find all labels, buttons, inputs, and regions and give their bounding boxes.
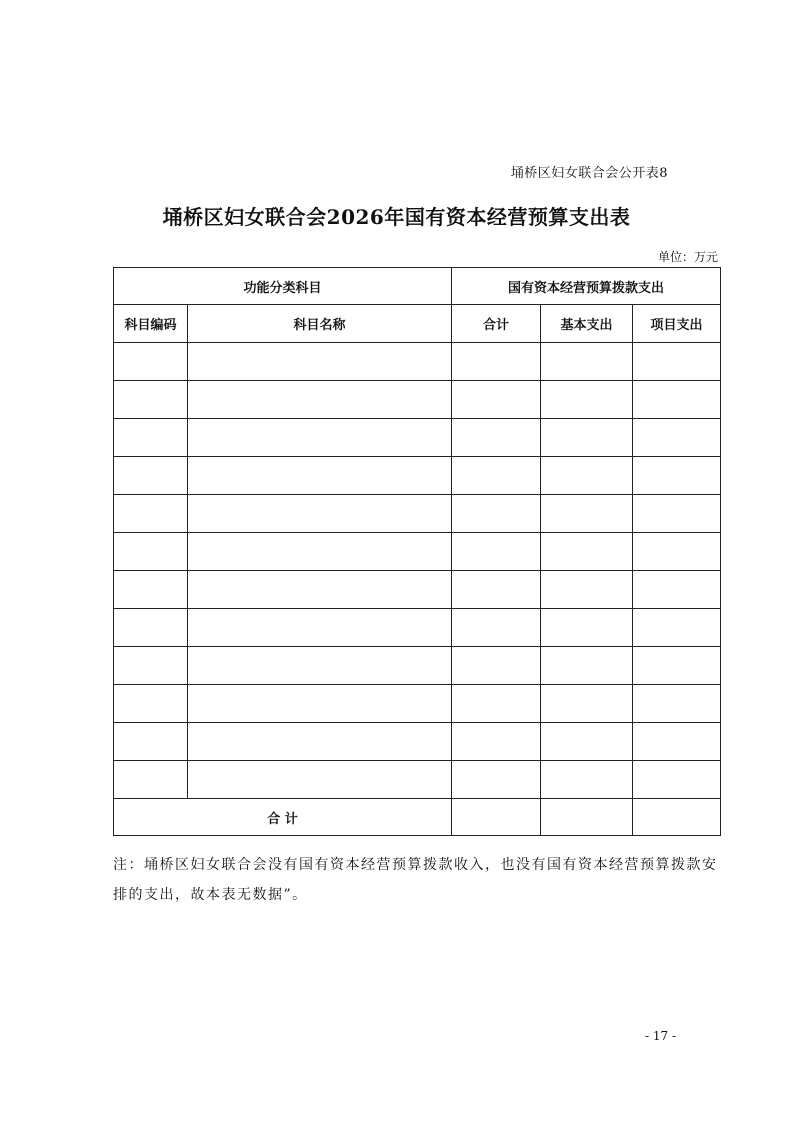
table-cell: [452, 761, 541, 799]
table-cell: [452, 343, 541, 381]
unit-label: 单位：万元: [657, 250, 718, 264]
table-cell: [541, 419, 633, 457]
group-header-functional-classification: 功能分类科目: [114, 268, 452, 305]
group-header-state-capital-expenditure: 国有资本经营预算拨款支出: [452, 268, 721, 305]
table-cell: [114, 723, 188, 761]
table-cell: [114, 571, 188, 609]
budget-table: [113, 267, 721, 836]
table-cell: [114, 495, 188, 533]
table-cell: [633, 723, 721, 761]
table-cell: [114, 381, 188, 419]
table-cell: [452, 495, 541, 533]
column-header-basic-expenditure: 基本支出: [541, 305, 633, 343]
table-cell: [633, 761, 721, 799]
column-header-total: 合计: [452, 305, 541, 343]
table-cell: [541, 571, 633, 609]
table-cell: [452, 419, 541, 457]
table-row: [114, 457, 721, 495]
table-cell: [188, 419, 452, 457]
total-label: 合 计: [114, 799, 452, 836]
table-cell: [633, 495, 721, 533]
table-cell: [452, 571, 541, 609]
table-cell: [452, 685, 541, 723]
table-cell: [452, 457, 541, 495]
table-cell: [633, 381, 721, 419]
table-cell: [452, 381, 541, 419]
column-header-project-expenditure: 项目支出: [633, 305, 721, 343]
table-cell: [452, 609, 541, 647]
table-cell: [452, 533, 541, 571]
table-cell: [188, 495, 452, 533]
table-cell: [188, 457, 452, 495]
table-row: [114, 533, 721, 571]
table-cell: [633, 343, 721, 381]
total-row: [114, 799, 721, 836]
table-row: [114, 419, 721, 457]
table-row: [114, 495, 721, 533]
table-cell: [114, 761, 188, 799]
table-cell: [188, 571, 452, 609]
table-row: [114, 609, 721, 647]
table-cell: [114, 419, 188, 457]
table-cell: [633, 457, 721, 495]
table-cell: [188, 647, 452, 685]
table-cell: [452, 647, 541, 685]
footnote: 注：埇桥区妇女联合会没有国有资本经营预算拨款收入，也没有国有资本经营预算拨款安排的支出，故本表无数据”。: [113, 857, 718, 903]
table-cell: [541, 723, 633, 761]
table-cell: [633, 533, 721, 571]
table-cell: [541, 533, 633, 571]
table-cell: [188, 533, 452, 571]
page-number: - 17 -: [644, 1029, 676, 1043]
table-cell: [188, 723, 452, 761]
table-cell: [541, 685, 633, 723]
table-cell: [114, 609, 188, 647]
table-cell: [633, 419, 721, 457]
table-cell: [114, 457, 188, 495]
column-header-name: 科目名称: [188, 305, 452, 343]
table-cell: [541, 609, 633, 647]
table-cell: [541, 495, 633, 533]
table-cell: [633, 685, 721, 723]
table-row: [114, 761, 721, 799]
table-cell: [452, 723, 541, 761]
table-cell: [114, 647, 188, 685]
table-cell: [188, 381, 452, 419]
total-cell: [452, 799, 541, 836]
table-cell: [541, 647, 633, 685]
table-row: [114, 647, 721, 685]
table-cell: [188, 761, 452, 799]
table-cell: [114, 533, 188, 571]
table-row: [114, 343, 721, 381]
total-cell: [541, 799, 633, 836]
table-body: [114, 343, 721, 799]
table-cell: [188, 685, 452, 723]
table-cell: [541, 343, 633, 381]
table-cell: [633, 647, 721, 685]
table-cell: [114, 685, 188, 723]
table-row: [114, 381, 721, 419]
total-cell: [633, 799, 721, 836]
table-row: [114, 571, 721, 609]
table-row: [114, 723, 721, 761]
table-cell: [188, 609, 452, 647]
table-cell: [541, 761, 633, 799]
table-cell: [541, 457, 633, 495]
table-cell: [541, 381, 633, 419]
table-cell: [188, 343, 452, 381]
table-row: [114, 685, 721, 723]
table-cell: [633, 571, 721, 609]
column-header-code: 科目编码: [114, 305, 188, 343]
table-cell: [114, 343, 188, 381]
page-title: 埇桥区妇女联合会2026年国有资本经营预算支出表: [162, 205, 631, 229]
table-tag: 埇桥区妇女联合会公开表8: [510, 166, 668, 181]
table-cell: [633, 609, 721, 647]
